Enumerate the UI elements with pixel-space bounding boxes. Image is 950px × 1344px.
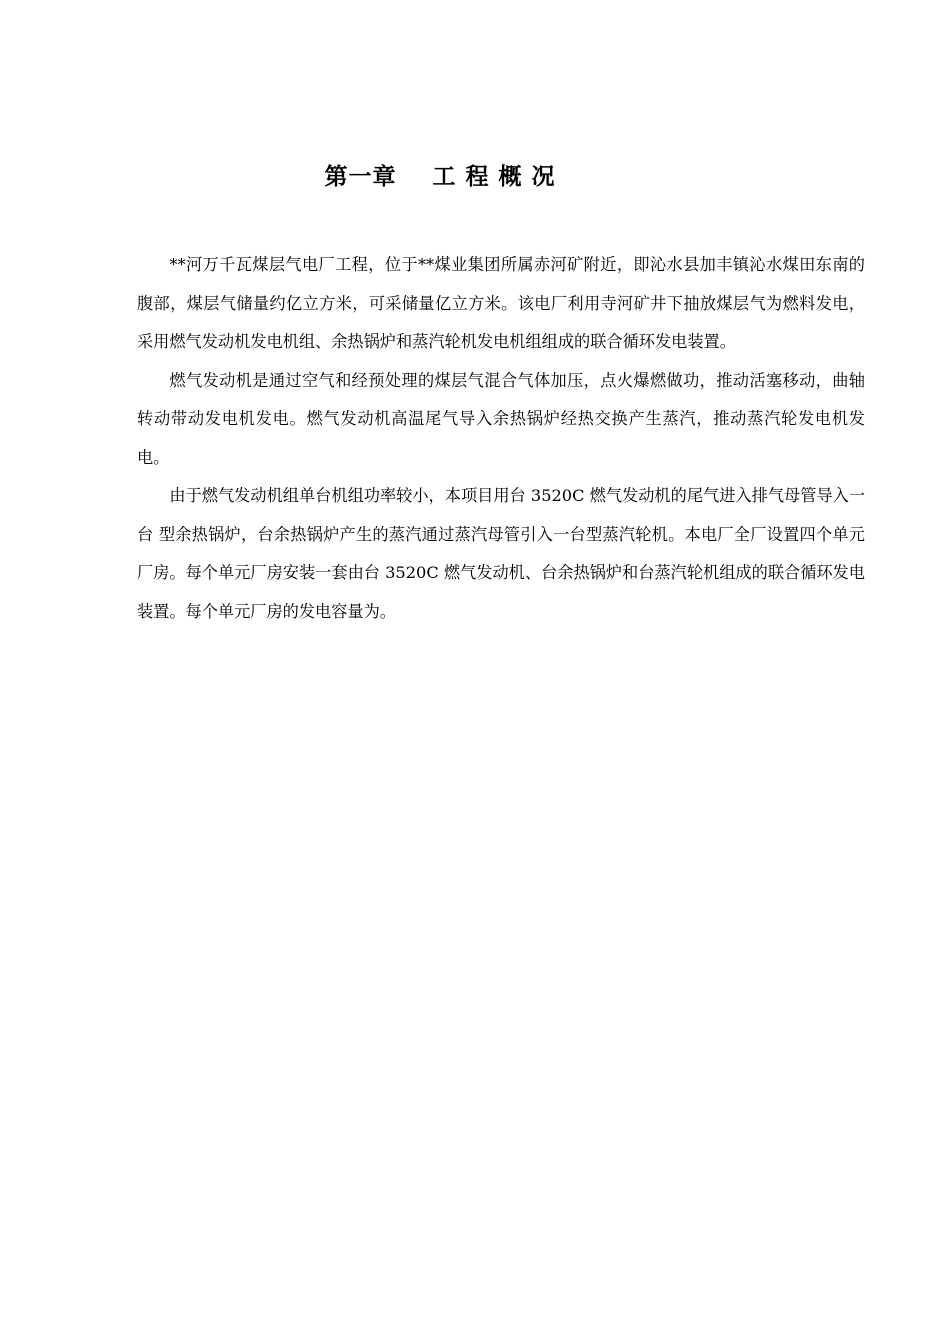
paragraph-plant-configuration: 由于燃气发动机组单台机组功率较小，本项目用台 3520C 燃气发动机的尾气进入排气母管导入一台 型余热锅炉，台余热锅炉产生的蒸汽通过蒸汽母管引入一台型蒸汽轮机。本电厂全厂设置四个单元厂房。每个单元厂房安装一套由台 3520C 燃气发动机、台余热锅炉和台蒸汽轮机组成的联合循环发电装置。每个单元厂房的发电容量为。 — [137, 486, 865, 621]
paragraph-project-location: **河万千瓦煤层气电厂工程，位于**煤业集团所属赤河矿附近，即沁水县加丰镇沁水煤田东南的腹部，煤层气储量约亿立方米，可采储量亿立方米。该电厂利用寺河矿井下抽放煤层气为燃料发电，采用燃气发动机发电机组、余热锅炉和蒸汽轮机发电机组组成的联合循环发电装置。 — [137, 255, 865, 351]
body-text — [137, 246, 865, 631]
chapter-title: 第一章 工 程 概 况 — [324, 164, 556, 190]
paragraph-engine-principle: 燃气发动机是通过空气和经预处理的煤层气混合气体加压，点火爆燃做功，推动活塞移动，曲轴转动带动发电机发电。燃气发动机高温尾气导入余热锅炉经热交换产生蒸汽，推动蒸汽轮发电机发电。 — [137, 370, 865, 467]
